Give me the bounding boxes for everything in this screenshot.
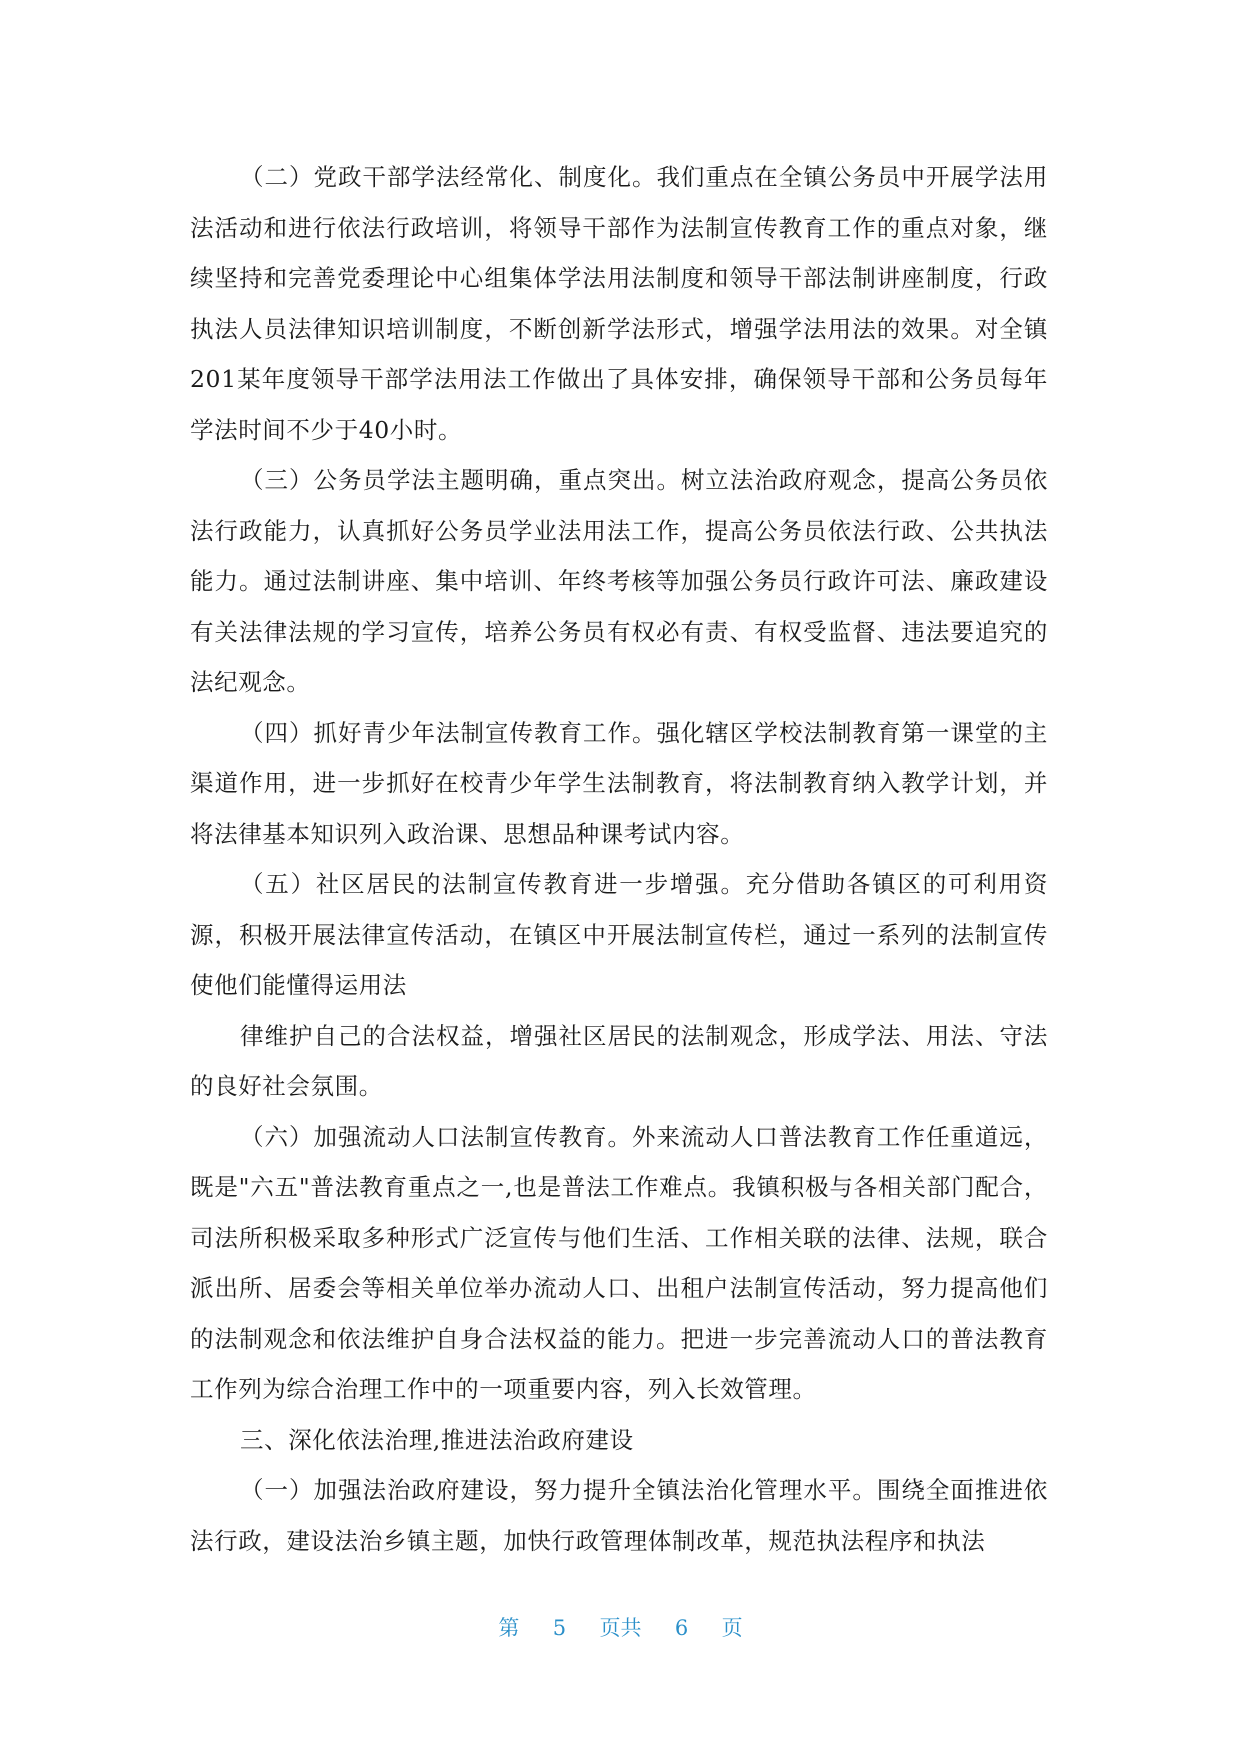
paragraph: 律维护自己的合法权益，增强社区居民的法制观念，形成学法、用法、守法的良好社会氛围。 <box>190 1021 1048 1100</box>
page-footer <box>0 1612 1241 1642</box>
footer-middle: 页共 <box>599 1616 642 1640</box>
footer-suffix: 页 <box>721 1616 743 1640</box>
paragraph: （五）社区居民的法制宣传教育进一步增强。充分借助各镇区的可利用资源，积极开展法律宣传活动，在镇区中开展法制宣传栏，通过一系列的法制宣传使他们能懂得运用法 <box>190 870 1048 999</box>
paragraph: （二）党政干部学法经常化、制度化。我们重点在全镇公务员中开展学法用法活动和进行依法行政培训，将领导干部作为法制宣传教育工作的重点对象，继续坚持和完善党委理论中心组集体学法用法制度和领导干部法制讲座制度，行政执法人员法律知识培训制度，不断创新学法形式，增强学法用法的效果。对全镇201某年度领导干部学法用法工作做出了具体安排，确保领导干部和公务员每年学法时间不少于40小时。 <box>190 163 1048 444</box>
paragraph: （一）加强法治政府建设，努力提升全镇法治化管理水平。围绕全面推进依法行政，建设法治乡镇主题，加快行政管理体制改革，规范执法程序和执法 <box>190 1476 1048 1555</box>
document-body <box>190 152 1048 1566</box>
paragraph: （四）抓好青少年法制宣传教育工作。强化辖区学校法制教育第一课堂的主渠道作用，进一步抓好在校青少年学生法制教育，将法制教育纳入教学计划，并将法律基本知识列入政治课、思想品种课考试内容。 <box>190 718 1048 848</box>
paragraph: （三）公务员学法主题明确，重点突出。树立法治政府观念，提高公务员依法行政能力，认真抓好公务员学业法用法工作，提高公务员依法行政、公共执法能力。通过法制讲座、集中培训、年终考核等加强公务员行政许可法、廉政建设有关法律法规的学习宣传，培养公务员有权必有责、有权受监督、违法要追究的法纪观念。 <box>190 466 1048 696</box>
paragraph: （六）加强流动人口法制宣传教育。外来流动人口普法教育工作任重道远，既是"六五"普法教育重点之一,也是普法工作难点。我镇积极与各相关部门配合，司法所积极采取多种形式广泛宣传与他们生活、工作相关联的法律、法规，联合派出所、居委会等相关单位举办流动人口、出租户法制宣传活动，努力提高他们的法制观念和依法维护自身合法权益的能力。把进一步完善流动人口的普法教育工作列为综合治理工作中的一项重要内容，列入长效管理。 <box>190 1122 1048 1403</box>
total-pages-number: 6 <box>674 1616 689 1640</box>
current-page-number: 5 <box>552 1616 567 1640</box>
section-heading: 三、深化依法治理,推进法治政府建设 <box>240 1425 634 1454</box>
footer-prefix: 第 <box>498 1616 520 1640</box>
